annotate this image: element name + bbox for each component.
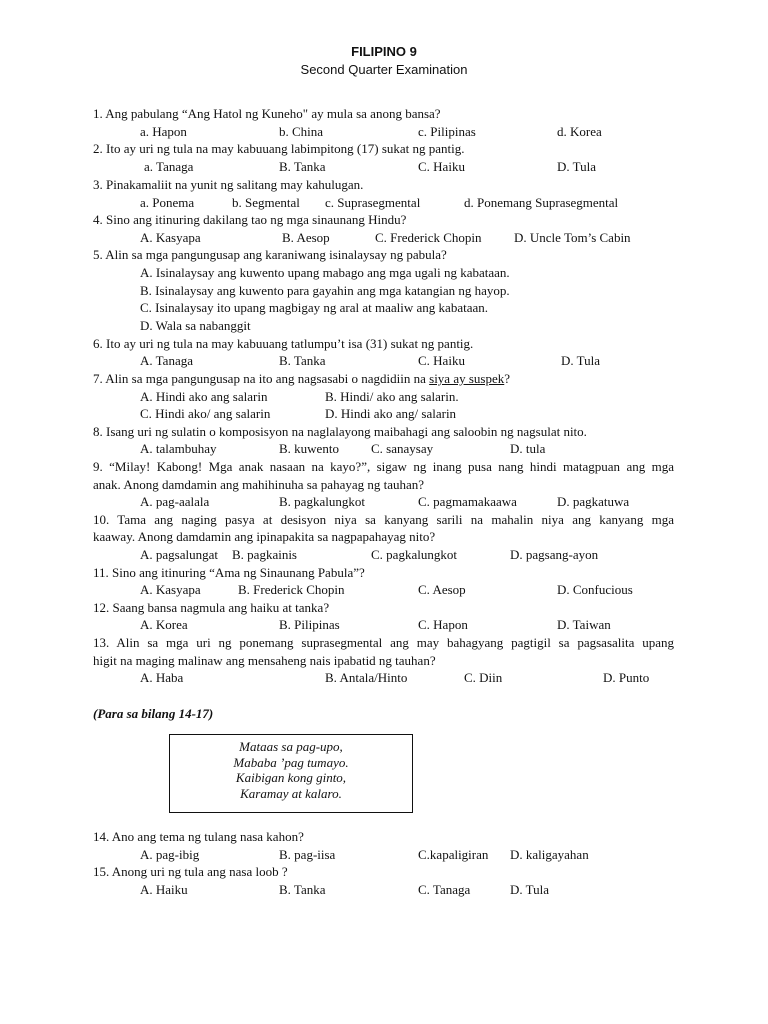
- q14-option-d: D. kaligayahan: [510, 847, 589, 862]
- question-9: 9. “Milay! Kabong! Mga anak nasaan na kayo?”, sigaw ng inang pusa nang hindi matagpuan ang mga: [93, 459, 674, 474]
- q5-option-c: C. Isinalaysay ito upang magbigay ng aral at maaliw ang kabataan.: [140, 300, 488, 315]
- q5-option-b: B. Isinalaysay ang kuwento para gayahin ang mga katangian ng hayop.: [140, 283, 510, 298]
- q11-option-c: C. Aesop: [418, 582, 466, 597]
- q4-option-b: B. Aesop: [282, 230, 330, 245]
- q15-option-a: A. Haiku: [140, 882, 188, 897]
- q2-option-c: C. Haiku: [418, 159, 465, 174]
- q15-option-d: D. Tula: [510, 882, 550, 897]
- q6-option-c: C. Haiku: [418, 353, 465, 368]
- q9-option-b: B. pagkalungkot: [279, 494, 365, 509]
- poem-box: [169, 734, 413, 813]
- q11-option-d: D. Confucious: [557, 582, 633, 597]
- question-14: 14. Ano ang tema ng tulang nasa kahon?: [93, 829, 304, 844]
- q11-option-a: A. Kasyapa: [140, 582, 201, 597]
- q1-option-c: c. Pilipinas: [418, 124, 476, 139]
- q8-option-d: D. tula: [510, 441, 546, 456]
- q8-option-a: A. talambuhay: [140, 441, 217, 456]
- question-3: 3. Pinakamaliit na yunit ng salitang may kahulugan.: [93, 177, 364, 192]
- q12-option-c: C. Hapon: [418, 617, 468, 632]
- q5-option-d: D. Wala sa nabanggit: [140, 318, 251, 333]
- q8-option-c: C. sanaysay: [371, 441, 434, 456]
- q14-option-c: C.kapaligiran: [418, 847, 489, 862]
- q3-option-c: c. Suprasegmental: [325, 195, 421, 210]
- q2-option-b: B. Tanka: [279, 159, 326, 174]
- question-8: 8. Isang uri ng sulatin o komposisyon na naglalayong maibahagi ang saloobin ng nagsulat nito.: [93, 424, 587, 439]
- q2-option-d: D. Tula: [557, 159, 597, 174]
- q9-option-c: C. pagmamakaawa: [418, 494, 517, 509]
- q3-option-d: d. Ponemang Suprasegmental: [464, 195, 619, 210]
- question-7: 7. Alin sa mga pangungusap na ito ang nagsasabi o nagdidiin na siya ay suspek?: [93, 371, 511, 386]
- q1-option-b: b. China: [279, 124, 324, 139]
- q10-option-d: D. pagsang-ayon: [510, 547, 599, 562]
- section-label: (Para sa bilang 14-17): [93, 706, 214, 721]
- q3-option-a: a. Ponema: [140, 195, 195, 210]
- q13-option-c: C. Diin: [464, 670, 503, 685]
- q4-option-c: C. Frederick Chopin: [375, 230, 482, 245]
- q6-option-b: B. Tanka: [279, 353, 326, 368]
- q9-option-a: A. pag-aalala: [140, 494, 210, 509]
- q13-option-b: B. Antala/Hinto: [325, 670, 408, 685]
- q14-option-a: A. pag-ibig: [140, 847, 200, 862]
- q12-option-a: A. Korea: [140, 617, 188, 632]
- q3-option-b: b. Segmental: [232, 195, 300, 210]
- question-9-cont: anak. Anong damdamin ang mahihinuha sa pahayag ng tauhan?: [93, 477, 425, 492]
- exam-subtitle: Second Quarter Examination: [300, 62, 468, 77]
- q7-option-d: D. Hindi ako ang/ salarin: [325, 406, 457, 421]
- q14-option-b: B. pag-iisa: [279, 847, 336, 862]
- poem-line: Mataas sa pag-upo,: [239, 739, 343, 754]
- q1-option-d: d. Korea: [557, 124, 602, 139]
- q1-option-a: a. Hapon: [140, 124, 187, 139]
- q11-option-b: B. Frederick Chopin: [238, 582, 345, 597]
- q12-option-d: D. Taiwan: [557, 617, 611, 632]
- question-12: 12. Saang bansa nagmula ang haiku at tanka?: [93, 600, 330, 615]
- poem-line: Kaibigan kong ginto,: [235, 770, 347, 785]
- question-10: 10. Tama ang naging pasya at desisyon niya sa kanyang sarili na mahalin niya ang kanyang mga: [93, 512, 674, 527]
- q13-option-d: D. Punto: [603, 670, 650, 685]
- q10-option-a: A. pagsalungat: [140, 547, 218, 562]
- q6-option-a: A. Tanaga: [140, 353, 193, 368]
- question-2: 2. Ito ay uri ng tula na may kabuuang labimpitong (17) sukat ng pantig.: [93, 141, 465, 156]
- question-11: 11. Sino ang itinuring “Ama ng Sinaunang Pabula”?: [93, 565, 365, 580]
- poem-line: Mababa ’pag tumayo.: [233, 754, 349, 770]
- q4-option-a: A. Kasyapa: [140, 230, 201, 245]
- q15-option-b: B. Tanka: [279, 882, 326, 897]
- q10-option-c: C. pagkalungkot: [371, 547, 457, 562]
- q7-option-b: B. Hindi/ ako ang salarin.: [325, 389, 459, 404]
- q10-option-b: B. pagkainis: [232, 547, 297, 562]
- question-5: 5. Alin sa mga pangungusap ang karaniwang isinalaysay ng pabula?: [93, 247, 447, 262]
- q15-option-c: C. Tanaga: [418, 882, 471, 897]
- question-10-cont: kaaway. Anong damdamin ang ipinapakita sa nagpapahayag nito?: [93, 529, 436, 544]
- q12-option-b: B. Pilipinas: [279, 617, 340, 632]
- q7-option-c: C. Hindi ako/ ang salarin: [140, 406, 271, 421]
- question-6: 6. Ito ay uri ng tula na may kabuuang tatlumpu’t isa (31) sukat ng pantig.: [93, 336, 474, 351]
- question-13: 13. Alin sa mga uri ng ponemang suprasegmental ang may bahagyang pagtigil sa pagsasalita upang: [93, 635, 674, 650]
- poem-line: Karamay at kalaro.: [240, 785, 342, 801]
- question-13-cont: higit na maging malinaw ang mensaheng nais ipabatid ng tauhan?: [93, 653, 436, 668]
- exam-title: FILIPINO 9: [351, 44, 417, 59]
- q2-option-a: a. Tanaga: [144, 159, 194, 174]
- underlined-phrase: siya ay suspek: [429, 371, 505, 386]
- q7-option-a: A. Hindi ako ang salarin: [140, 389, 268, 404]
- question-4: 4. Sino ang itinuring dakilang tao ng mga sinaunang Hindu?: [93, 212, 407, 227]
- question-1: 1. Ang pabulang “Ang Hatol ng Kuneho" ay mula sa anong bansa?: [93, 106, 441, 121]
- q13-option-a: A. Haba: [140, 670, 184, 685]
- q8-option-b: B. kuwento: [279, 441, 339, 456]
- question-15: 15. Anong uri ng tula ang nasa loob ?: [93, 864, 288, 879]
- q9-option-d: D. pagkatuwa: [557, 494, 630, 509]
- q6-option-d: D. Tula: [561, 353, 601, 368]
- q4-option-d: D. Uncle Tom’s Cabin: [514, 230, 631, 245]
- q5-option-a: A. Isinalaysay ang kuwento upang mabago ang mga ugali ng kabataan.: [140, 265, 510, 280]
